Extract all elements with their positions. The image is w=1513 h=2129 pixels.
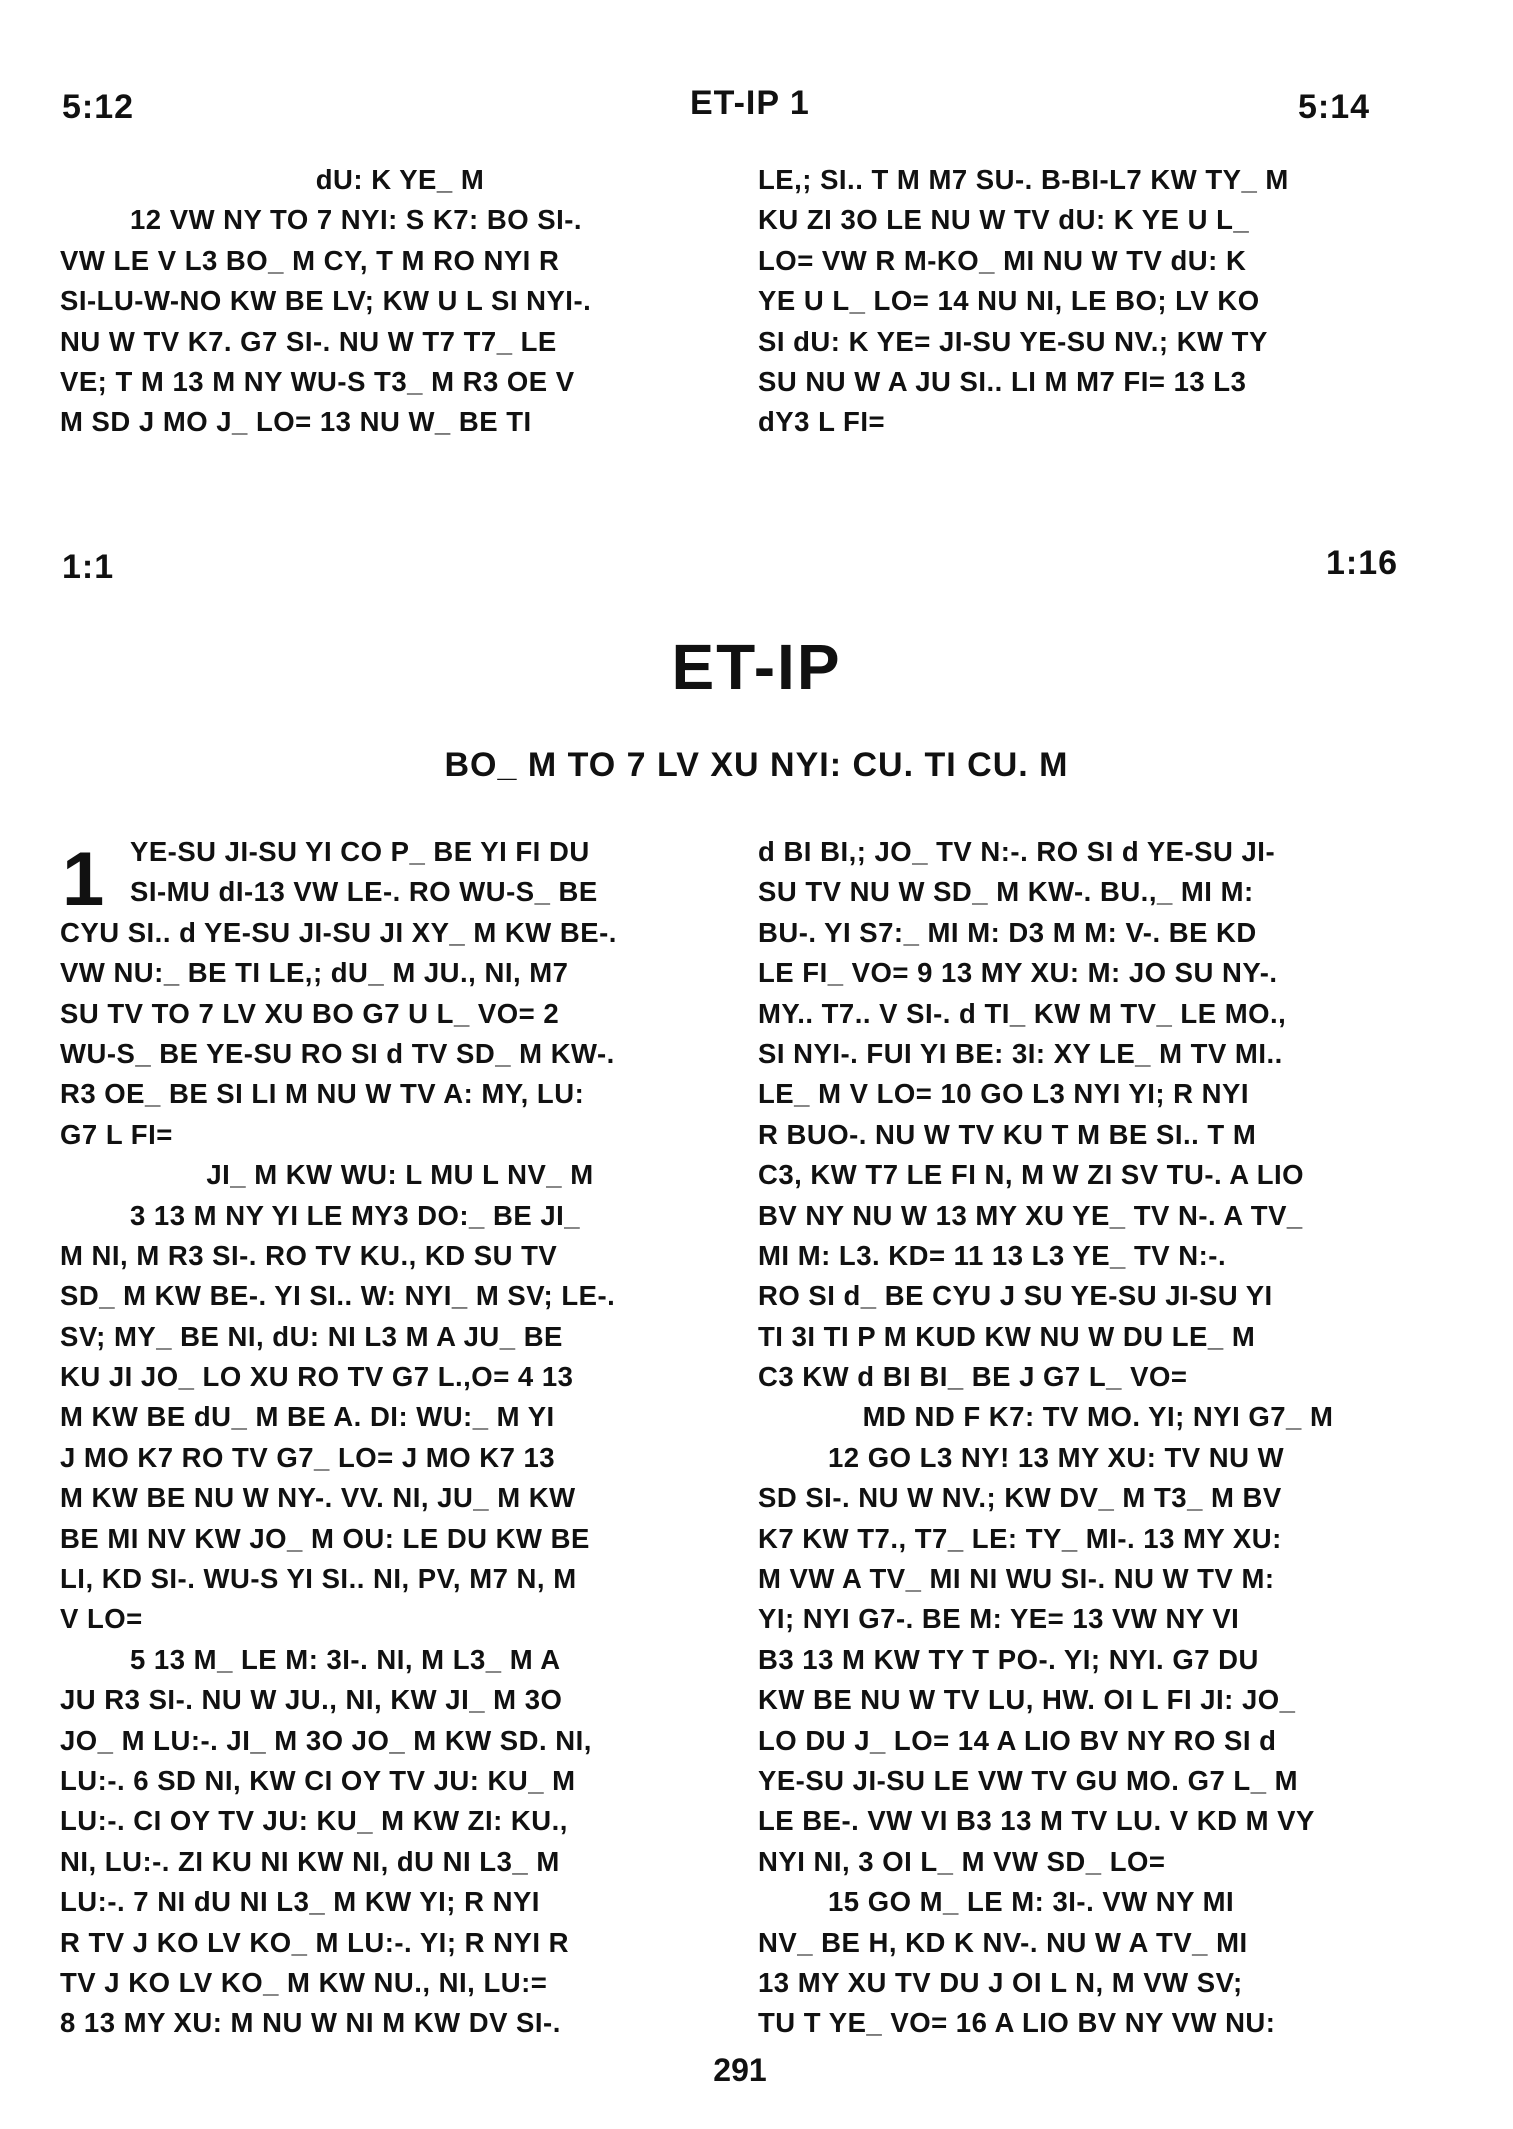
text-line: CYU SI.. d YE-SU JI-SU JI XY_ M KW BE-. (60, 916, 617, 948)
text-line: B3 13 M KW TY T PO-. YI; NYI. G7 DU (758, 1643, 1259, 1675)
text-line: SU NU W A JU SI.. LI M M7 FI= 13 L3 (758, 365, 1247, 397)
text-line: R TV J KO LV KO_ M LU:-. YI; R NYI R (60, 1926, 569, 1958)
text-line: YE-SU JI-SU YI CO P_ BE YI FI DU (130, 836, 590, 867)
text-line: SI-MU dI-13 VW LE-. RO WU-S_ BE (130, 876, 598, 908)
text-line: NU W TV K7. G7 SI-. NU W T7 T7_ LE (60, 325, 557, 357)
chapter-start-ref: 1:1 (62, 548, 115, 586)
text-line: NI, LU:-. ZI KU NI KW NI, dU NI L3_ M (60, 1845, 560, 1877)
text-line: TU T YE_ VO= 16 A LIO BV NY VW NU: (758, 2007, 1276, 2039)
text-line: M VW A TV_ MI NI WU SI-. NU W TV M: (758, 1563, 1275, 1595)
text-line: d BI BI,; JO_ TV N:-. RO SI d YE-SU JI- (758, 836, 1276, 867)
main-right-column (758, 832, 1438, 2044)
chapter-end-ref: 1:16 (1326, 544, 1399, 582)
text-line: K7 KW T7., T7_ LE: TY_ MI-. 13 MY XU: (758, 1522, 1282, 1554)
text-line: TI 3I TI P M KUD KW NU W DU LE_ M (758, 1320, 1256, 1352)
text-line: RO SI d_ BE CYU J SU YE-SU JI-SU YI (758, 1280, 1273, 1312)
text-line: 13 MY XU TV DU J OI L N, M VW SV; (758, 1966, 1243, 1998)
text-line: 15 GO M_ LE M: 3I-. VW NY MI (828, 1886, 1235, 1918)
text-line: SD_ M KW BE-. YI SI.. W: NYI_ M SV; LE-. (60, 1280, 616, 1312)
text-line: VW LE V L3 BO_ M CY, T M RO NYI R (60, 244, 560, 276)
text-line: VE; T M 13 M NY WU-S T3_ M R3 OE V (60, 365, 575, 397)
text-line: 5 13 M_ LE M: 3I-. NI, M L3_ M A (130, 1643, 561, 1675)
running-book-header: ET-IP 1 (690, 84, 810, 122)
text-line: M KW BE NU W NY-. VV. NI, JU_ M KW (60, 1482, 576, 1514)
text-line: JO_ M LU:-. JI_ M 3O JO_ M KW SD. NI, (60, 1724, 592, 1756)
main-left-column (60, 832, 740, 2044)
text-line: M KW BE dU_ M BE A. DI: WU:_ M YI (60, 1401, 555, 1433)
text-line: NV_ BE H, KD K NV-. NU W A TV_ MI (758, 1926, 1248, 1958)
text-line: M SD J MO J_ LO= 13 NU W_ BE TI (60, 406, 532, 438)
text-line: KW BE NU W TV LU, HW. OI L FI JI: JO_ (758, 1684, 1296, 1716)
text-line: 8 13 MY XU: M NU W NI M KW DV SI-. (60, 2007, 561, 2039)
text-line: C3 KW d BI BI_ BE J G7 L_ VO= (758, 1361, 1188, 1393)
text-line: NYI NI, 3 OI L_ M VW SD_ LO= (758, 1845, 1166, 1877)
text-line: JU R3 SI-. NU W JU., NI, KW JI_ M 3O (60, 1684, 563, 1716)
text-line: J MO K7 RO TV G7_ LO= J MO K7 13 (60, 1441, 556, 1473)
page-number: 291 (713, 2052, 767, 2088)
text-line: SU TV NU W SD_ M KW-. BU.,_ MI M: (758, 876, 1254, 908)
text-line: R BUO-. NU W TV KU T M BE SI.. T M (758, 1118, 1257, 1150)
text-line: YE-SU JI-SU LE VW TV GU MO. G7 L_ M (758, 1764, 1299, 1796)
text-line: SI-LU-W-NO KW BE LV; KW U L SI NYI-. (60, 285, 592, 317)
text-line: SI NYI-. FUI YI BE: 3I: XY LE_ M TV MI.. (758, 1037, 1283, 1069)
top-right-verse-ref: 5:14 (1298, 88, 1371, 126)
section-heading: JI_ M KW WU: L MU L NV_ M (206, 1159, 594, 1191)
text-line: dY3 L FI= (758, 406, 886, 438)
text-line: 3 13 M NY YI LE MY3 DO:_ BE JI_ (130, 1199, 581, 1231)
text-line: VW NU:_ BE TI LE,; dU_ M JU., NI, M7 (60, 957, 569, 989)
top-right-column (758, 160, 1438, 443)
text-line: C3, KW T7 LE FI N, M W ZI SV TU-. A LIO (758, 1159, 1305, 1191)
text-line: LU:-. CI OY TV JU: KU_ M KW ZI: KU., (60, 1805, 568, 1837)
text-line: LI, KD SI-. WU-S YI SI.. NI, PV, M7 N, M (60, 1563, 577, 1595)
text-line: YE U L_ LO= 14 NU NI, LE BO; LV KO (758, 285, 1260, 317)
text-line: MY.. T7.. V SI-. d TI_ KW M TV_ LE MO., (758, 997, 1287, 1029)
text-line: LO DU J_ LO= 14 A LIO BV NY RO SI d (758, 1724, 1277, 1756)
text-line: SU TV TO 7 LV XU BO G7 U L_ VO= 2 (60, 997, 560, 1029)
text-line: TV J KO LV KO_ M KW NU., NI, LU:= (60, 1966, 548, 1998)
text-line: BV NY NU W 13 MY XU YE_ TV N-. A TV_ (758, 1199, 1303, 1231)
text-line: G7 L FI= (60, 1118, 173, 1150)
text-line: 12 GO L3 NY! 13 MY XU: TV NU W (828, 1441, 1285, 1473)
book-subtitle: BO_ M TO 7 LV XU NYI: CU. TI CU. M (444, 746, 1069, 784)
text-line: KU ZI 3O LE NU W TV dU: K YE U L_ (758, 204, 1250, 236)
text-line: LE BE-. VW VI B3 13 M TV LU. V KD M VY (758, 1805, 1315, 1837)
text-line: SD SI-. NU W NV.; KW DV_ M T3_ M BV (758, 1482, 1282, 1514)
section-heading: MD ND F K7: TV MO. YI; NYI G7_ M (862, 1401, 1334, 1433)
top-left-column (60, 160, 740, 443)
text-line: LU:-. 6 SD NI, KW CI OY TV JU: KU_ M (60, 1764, 576, 1796)
text-line: YI; NYI G7-. BE M: YE= 13 VW NY VI (758, 1603, 1240, 1635)
top-left-verse-ref: 5:12 (62, 88, 135, 126)
text-line: LE,; SI.. T M M7 SU-. B-BI-L7 KW TY_ M (758, 164, 1289, 195)
text-line: WU-S_ BE YE-SU RO SI d TV SD_ M KW-. (60, 1037, 615, 1069)
text-line: LU:-. 7 NI dU NI L3_ M KW YI; R NYI (60, 1886, 540, 1918)
section-heading: dU: K YE_ M (315, 164, 485, 195)
text-line: LO= VW R M-KO_ MI NU W TV dU: K (758, 244, 1247, 276)
text-line: BE MI NV KW JO_ M OU: LE DU KW BE (60, 1522, 590, 1554)
text-line: SV; MY_ BE NI, dU: NI L3 M A JU_ BE (60, 1320, 563, 1352)
chapter-drop-cap: 1 (62, 837, 105, 922)
text-line: R3 OE_ BE SI LI M NU W TV A: MY, LU: (60, 1078, 585, 1110)
text-line: MI M: L3. KD= 11 13 L3 YE_ TV N:-. (758, 1239, 1227, 1271)
text-line: KU JI JO_ LO XU RO TV G7 L.,O= 4 13 (60, 1361, 574, 1393)
book-title: ET-IP (671, 631, 842, 703)
text-line: SI dU: K YE= JI-SU YE-SU NV.; KW TY (758, 325, 1268, 357)
text-line: BU-. YI S7:_ MI M: D3 M M: V-. BE KD (758, 916, 1257, 948)
text-line: LE FI_ VO= 9 13 MY XU: M: JO SU NY-. (758, 957, 1278, 989)
text-line: V LO= (60, 1603, 143, 1635)
text-line: LE_ M V LO= 10 GO L3 NYI YI; R NYI (758, 1078, 1249, 1110)
text-line: M NI, M R3 SI-. RO TV KU., KD SU TV (60, 1239, 558, 1271)
text-line: 12 VW NY TO 7 NYI: S K7: BO SI-. (130, 204, 583, 236)
